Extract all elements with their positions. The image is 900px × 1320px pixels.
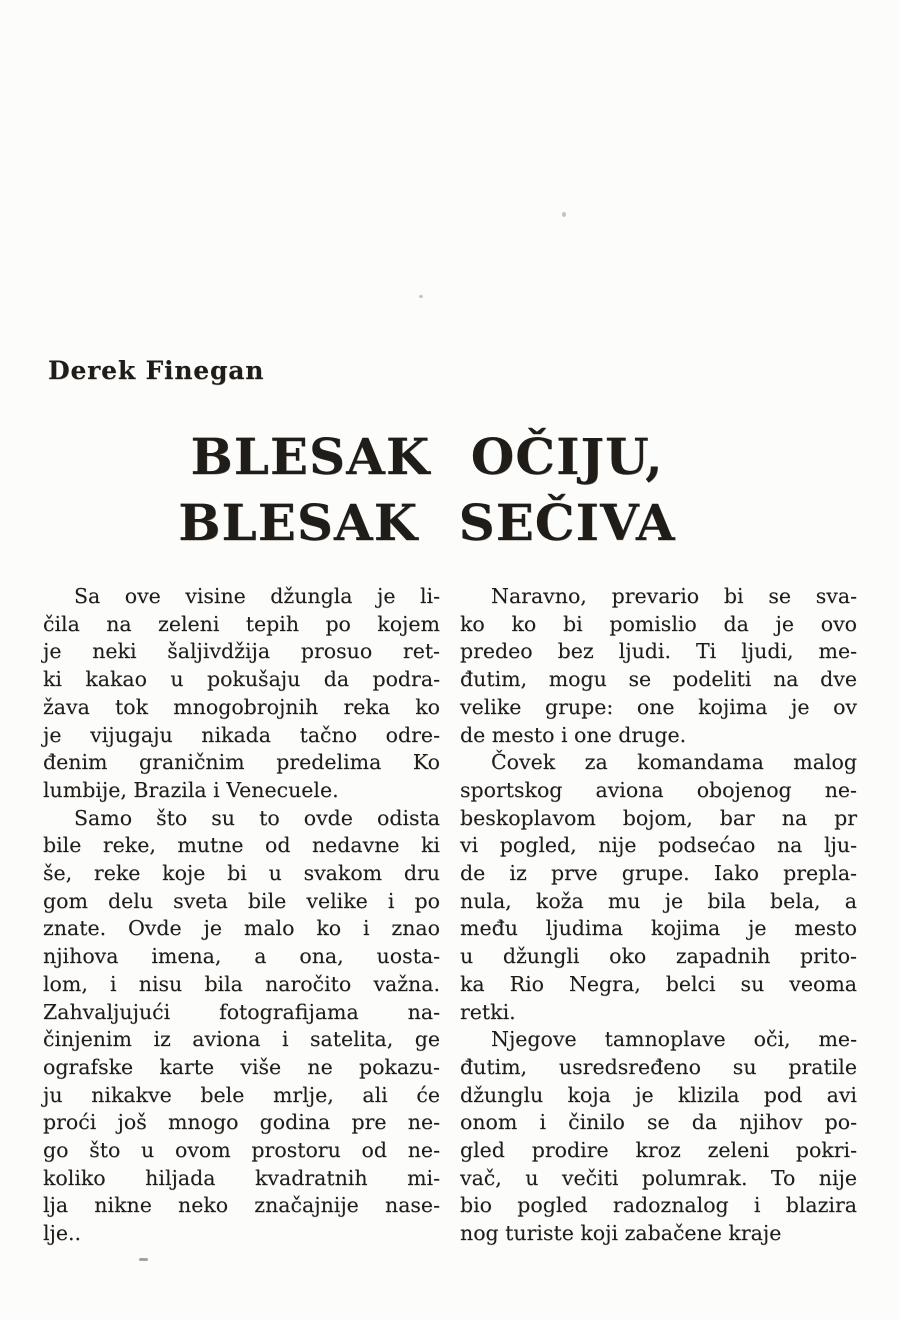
text-line: je neki šaljivdžija prosuo ret- xyxy=(43,639,440,664)
text-line: Sa ove visine džungla je li- xyxy=(74,584,440,608)
text-line: Samo što su to ovde odista xyxy=(74,805,440,830)
text-line: koliko hiljada kvadratnih mi- xyxy=(43,1165,440,1190)
text-line: de mesto i one druge. xyxy=(460,722,687,747)
text-line: nog turiste koji zabačene kraje xyxy=(460,1221,782,1246)
scan-speck xyxy=(419,295,423,298)
text-line: Naravno, prevario bi se sva- xyxy=(491,584,857,608)
text-line: znate. Ovde je malo ko i znao xyxy=(43,916,440,941)
text-line: retki. xyxy=(460,999,516,1024)
text-line: beskoplavom bojom, bar na pr xyxy=(460,805,857,830)
text-line: de iz prve grupe. Iako prepla- xyxy=(460,861,857,886)
text-line: đutim, mogu se podeliti na dve xyxy=(460,667,857,692)
text-line: nula, koža mu je bila bela, a xyxy=(460,888,857,913)
text-line: lumbije, Brazila i Venecuele. xyxy=(43,777,339,802)
text-line: u džungli oko zapadnih prito- xyxy=(460,944,857,969)
text-line: džunglu koja je klizila pod avi xyxy=(460,1082,857,1107)
text-line: bile reke, mutne od nedavne ki xyxy=(43,833,440,858)
text-line: sportskog aviona obojenog ne- xyxy=(460,777,857,802)
right-column xyxy=(460,583,857,1248)
text-line: lja nikne neko značajnije nase- xyxy=(43,1193,440,1218)
left-column xyxy=(43,583,440,1248)
text-line: je vijugaju nikada tačno odre- xyxy=(43,722,440,747)
text-line: čila na zeleni tepih po kojem xyxy=(43,611,440,636)
text-line: Čovek za komandama malog xyxy=(491,750,857,775)
text-line: lje.. xyxy=(43,1221,82,1246)
scan-speck xyxy=(562,212,566,217)
book-title-line-1: BLESAK OČIJU, xyxy=(190,427,664,486)
scan-speck xyxy=(139,1258,148,1261)
text-line: gom delu sveta bile velike i po xyxy=(43,888,440,913)
text-line: proći još mnogo godina pre ne- xyxy=(43,1110,440,1135)
text-line: Zahvaljujući fotografijama na- xyxy=(43,999,440,1024)
text-line: lom, i nisu bila naročito važna. xyxy=(43,971,440,996)
text-line: ko ko bi pomislio da je ovo xyxy=(460,611,857,636)
text-line: ka Rio Negra, belci su veoma xyxy=(460,971,857,996)
text-line: đenim graničnim predelima Ko xyxy=(43,750,440,775)
book-title-line-2: BLESAK SEČIVA xyxy=(178,493,676,552)
text-line: činjenim iz aviona i satelita, ge xyxy=(43,1027,440,1052)
text-line: Njegove tamnoplave oči, me- xyxy=(491,1027,857,1052)
text-columns xyxy=(43,583,857,1248)
text-line: predeo bez ljudi. Ti ljudi, me- xyxy=(460,639,857,664)
text-line: onom i činilo se da njihov po- xyxy=(460,1110,857,1135)
text-line: velike grupe: one kojima je ov xyxy=(460,694,857,719)
author-name: Derek Finegan xyxy=(48,356,265,385)
text-line: go što u ovom prostoru od ne- xyxy=(43,1138,440,1163)
text-line: vi pogled, nije podsećao na lju- xyxy=(460,833,857,858)
text-line: ki kakao u pokušaju da podra- xyxy=(43,667,440,692)
book-title xyxy=(0,424,854,556)
text-line: gled prodire kroz zeleni pokri- xyxy=(460,1138,857,1163)
text-line: đutim, usredsređeno su pratile xyxy=(460,1054,857,1079)
text-line: še, reke koje bi u svakom dru xyxy=(43,861,440,886)
text-line: bio pogled radoznalog i blazira xyxy=(460,1193,857,1218)
text-line: ografske karte više ne pokazu- xyxy=(43,1054,440,1079)
text-line: ju nikakve bele mrlje, ali će xyxy=(43,1082,440,1107)
text-line: vač, u večiti polumrak. To nije xyxy=(460,1165,857,1190)
text-line: među ljudima kojima je mesto xyxy=(460,916,857,941)
text-line: žava tok mnogobrojnih reka ko xyxy=(43,694,440,719)
text-line: njihova imena, a ona, uosta- xyxy=(43,944,440,969)
